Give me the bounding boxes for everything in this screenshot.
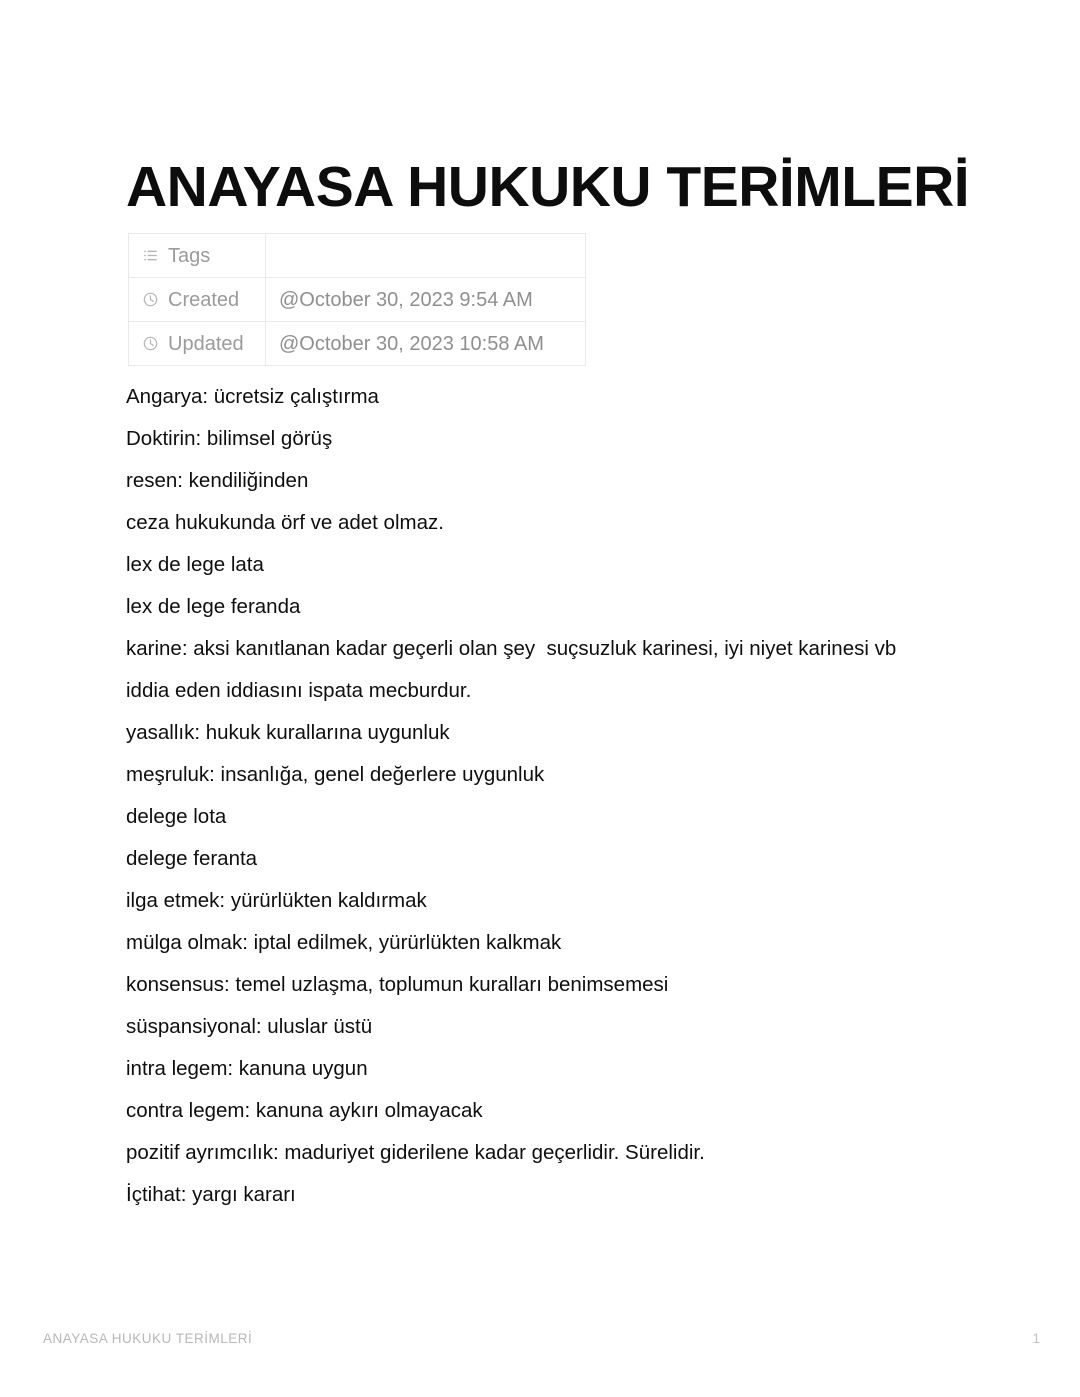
- paragraph: lex de lege lata: [126, 553, 264, 576]
- property-value: @October 30, 2023 10:58 AM: [279, 332, 544, 355]
- paragraph: Angarya: ücretsiz çalıştırma: [126, 385, 379, 408]
- paragraph: ceza hukukunda örf ve adet olmaz.: [126, 511, 444, 534]
- paragraph: Doktirin: bilimsel görüş: [126, 427, 333, 450]
- table-row: [129, 278, 586, 322]
- property-label: Tags: [168, 244, 211, 267]
- property-value-cell-updated[interactable]: [266, 322, 586, 366]
- paragraph: delege lota: [126, 805, 227, 828]
- property-label: Updated: [168, 332, 244, 355]
- paragraph: İçtihat: yargı kararı: [126, 1183, 296, 1206]
- property-value-cell-created[interactable]: [266, 278, 586, 322]
- properties-table: [128, 233, 586, 366]
- paragraph: lex de lege feranda: [126, 595, 301, 618]
- property-value: @October 30, 2023 9:54 AM: [279, 288, 533, 311]
- paragraph: ilga etmek: yürürlükten kaldırmak: [126, 889, 427, 912]
- property-label-cell-updated[interactable]: [129, 322, 266, 366]
- paragraph: intra legem: kanuna uygun: [126, 1057, 368, 1080]
- property-label-cell-created[interactable]: [129, 278, 266, 322]
- paragraph: iddia eden iddiasını ispata mecburdur.: [126, 679, 472, 702]
- paragraph: süspansiyonal: uluslar üstü: [126, 1015, 373, 1038]
- property-value-cell-tags[interactable]: [266, 234, 586, 278]
- paragraph: resen: kendiliğinden: [126, 469, 309, 492]
- clock-icon: [142, 335, 159, 352]
- page-footer: [0, 1328, 1080, 1350]
- list-icon: [142, 247, 159, 264]
- paragraph: contra legem: kanuna aykırı olmayacak: [126, 1099, 483, 1122]
- paragraph: pozitif ayrımcılık: maduriyet giderilene kadar geçerlidir. Sürelidir.: [126, 1141, 705, 1164]
- document-body: [126, 376, 962, 1216]
- paragraph: mülga olmak: iptal edilmek, yürürlükten kalkmak: [126, 931, 562, 954]
- table-row: [129, 234, 586, 278]
- properties-table-body: [129, 234, 586, 366]
- paragraph: konsensus: temel uzlaşma, toplumun kuralları benimsemesi: [126, 973, 669, 996]
- footer-document-title: ANAYASA HUKUKU TERİMLERİ: [43, 1331, 253, 1346]
- paragraph: yasallık: hukuk kurallarına uygunluk: [126, 721, 450, 744]
- paragraph: karine: aksi kanıtlanan kadar geçerli olan şey suçsuzluk karinesi, iyi niyet karinesi vb: [126, 637, 897, 660]
- paragraph: delege feranta: [126, 847, 258, 870]
- property-label: Created: [168, 288, 240, 311]
- clock-icon: [142, 291, 159, 308]
- property-label-cell-tags[interactable]: [129, 234, 266, 278]
- paragraph: meşruluk: insanlığa, genel değerlere uygunluk: [126, 763, 545, 786]
- table-row: [129, 322, 586, 366]
- footer-page-number: 1: [1032, 1331, 1040, 1346]
- page-title: ANAYASA HUKUKU TERİMLERİ: [126, 155, 970, 220]
